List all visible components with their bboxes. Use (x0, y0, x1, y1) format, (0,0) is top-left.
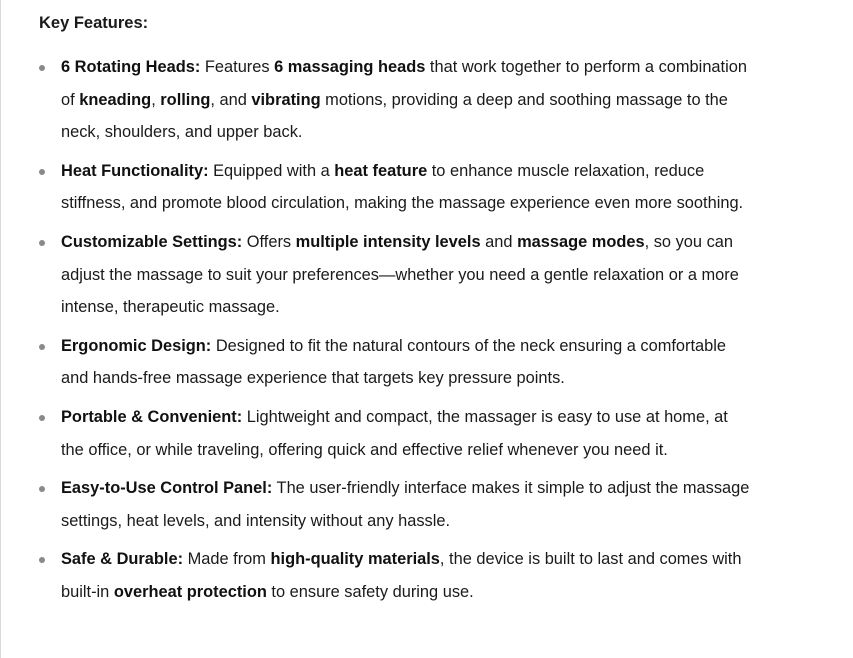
body-text: and (480, 232, 518, 251)
feature-item (39, 543, 839, 608)
section-heading: Key Features: (39, 14, 149, 32)
feature-text-line (61, 576, 839, 609)
feature-item (39, 51, 839, 149)
bullet-dot-icon (39, 415, 45, 421)
feature-title: Ergonomic Design: (61, 336, 212, 355)
feature-title: Heat Functionality: (61, 161, 209, 180)
bullet-dot-icon (39, 169, 45, 175)
body-text: Lightweight and compact, the massager is easy to use at home, at (242, 407, 728, 426)
emphasis-text: multiple intensity levels (295, 232, 481, 251)
bullet-dot-icon (39, 65, 45, 71)
feature-title: Customizable Settings: (61, 232, 243, 251)
feature-text-line (61, 291, 839, 324)
feature-list (39, 51, 839, 609)
bullet-dot-icon (39, 240, 45, 246)
feature-text-line (61, 226, 839, 259)
body-text: , so you can (644, 232, 734, 251)
emphasis-text: massage modes (517, 232, 645, 251)
body-text: settings, heat levels, and intensity without any hassle. (61, 511, 451, 530)
feature-text-line (61, 259, 839, 292)
body-text: intense, therapeutic massage. (61, 298, 280, 317)
body-text: adjust the massage to suit your preferences—whether you need a gentle relaxation or a more (61, 265, 739, 284)
body-text: , and (210, 90, 252, 109)
body-text: of (61, 90, 80, 109)
feature-item (39, 226, 839, 324)
body-text: stiffness, and promote blood circulation, making the massage experience even more soothing. (61, 194, 744, 213)
feature-text-line (61, 434, 839, 467)
body-text: The user-friendly interface makes it simple to adjust the massage (272, 479, 750, 498)
feature-text-line (61, 543, 839, 576)
feature-text-line (61, 187, 839, 220)
feature-title: Safe & Durable: (61, 550, 184, 569)
body-text: the office, or while traveling, offering quick and effective relief whenever you need it. (61, 440, 668, 459)
body-text: Offers (242, 232, 296, 251)
body-text: motions, providing a deep and soothing massage to the (320, 90, 728, 109)
feature-document (39, 9, 839, 615)
feature-text-line (61, 401, 839, 434)
body-text: Made from (183, 550, 271, 569)
body-text: and hands-free massage experience that targets key pressure points. (61, 369, 565, 388)
feature-item (39, 155, 839, 220)
body-text: , (151, 90, 161, 109)
bullet-dot-icon (39, 486, 45, 492)
feature-item (39, 472, 839, 537)
body-text: to enhance muscle relaxation, reduce (427, 161, 705, 180)
bullet-dot-icon (39, 557, 45, 563)
body-text: that work together to perform a combination (425, 58, 747, 76)
feature-item (39, 401, 839, 466)
body-text: , the device is built to last and comes with (439, 550, 742, 569)
body-text: Equipped with a (208, 161, 335, 180)
feature-text-line (61, 472, 839, 505)
emphasis-text: vibrating (251, 90, 321, 109)
body-text: neck, shoulders, and upper back. (61, 123, 303, 142)
bullet-dot-icon (39, 344, 45, 350)
feature-item (39, 330, 839, 395)
emphasis-text: rolling (160, 90, 211, 109)
emphasis-text: kneading (79, 90, 152, 109)
body-text: Features (200, 58, 275, 76)
emphasis-text: high-quality materials (270, 550, 440, 569)
feature-text-line (61, 330, 839, 363)
emphasis-text: heat feature (334, 161, 428, 180)
feature-text-line (61, 155, 839, 188)
emphasis-text: 6 massaging heads (274, 58, 426, 76)
emphasis-text: overheat protection (113, 582, 267, 601)
feature-text-line (61, 116, 839, 149)
feature-title: Easy-to-Use Control Panel: (61, 479, 273, 498)
feature-title: 6 Rotating Heads: (61, 58, 201, 76)
feature-title: Portable & Convenient: (61, 407, 243, 426)
feature-text-line (61, 505, 839, 538)
body-text: to ensure safety during use. (266, 582, 474, 601)
feature-text-line (61, 84, 839, 117)
body-text: Designed to fit the natural contours of the neck ensuring a comfortable (211, 336, 727, 355)
body-text: built-in (61, 582, 114, 601)
left-border-rule (0, 0, 1, 658)
feature-text-line (61, 362, 839, 395)
feature-text-line (61, 51, 839, 84)
